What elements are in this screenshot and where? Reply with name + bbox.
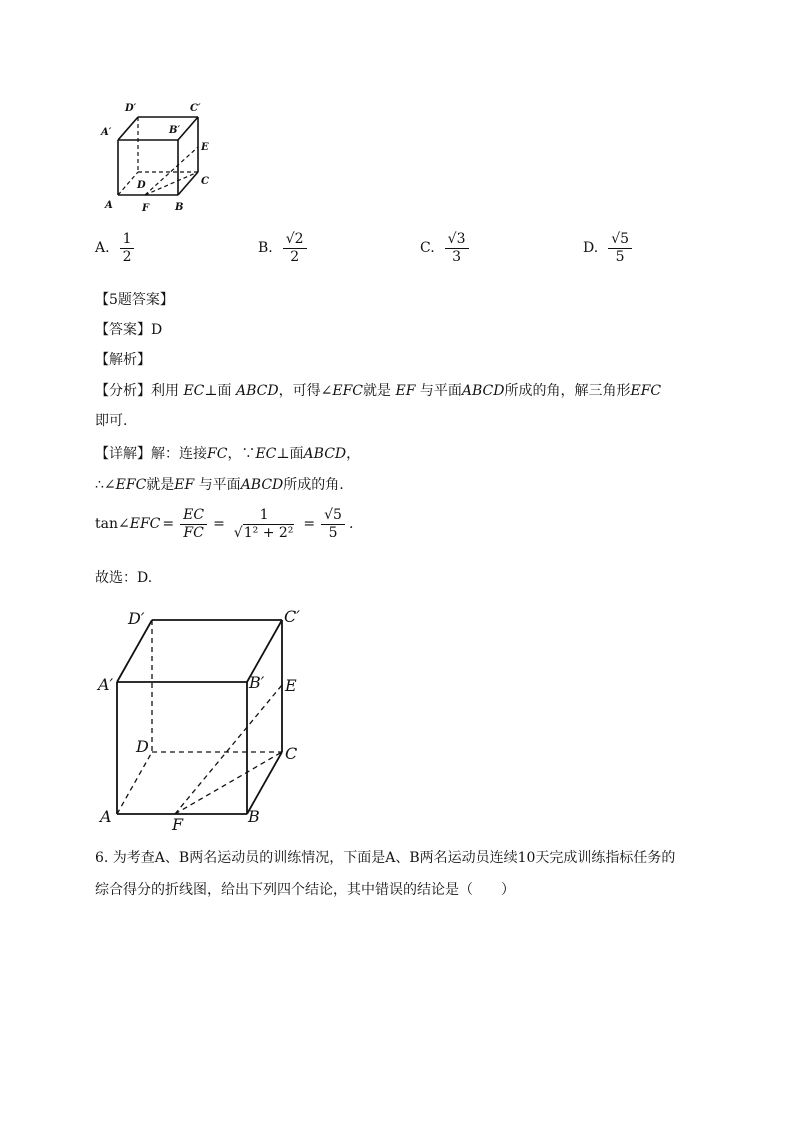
big-label-f: F [172, 815, 184, 834]
big-label-e: E [285, 676, 297, 695]
option-a: A. $\frac{1}{2}$ [95, 232, 138, 264]
answer-header: 【5题答案】 [95, 292, 174, 308]
fenxi-continue: 即可. [95, 413, 128, 429]
big-label-b: B [248, 807, 260, 826]
option-d: D. $\frac{√5}{5}$ [583, 232, 636, 264]
so-line: ∴∠EFC就是EF 与平面ABCD所成的角. [95, 477, 344, 493]
label-a1: A′ [101, 127, 112, 138]
big-label-a1: A′ [98, 675, 114, 694]
option-b: B. $\frac{√2}{2}$ [258, 232, 311, 264]
label-b: B [175, 202, 184, 213]
big-label-a: A [100, 807, 112, 826]
detail-line: 【详解】解：连接FC，∵EC⊥面ABCD， [95, 446, 361, 462]
big-label-d: D [136, 737, 149, 756]
label-e: E [201, 142, 209, 153]
label-d1: D′ [125, 103, 137, 114]
fenxi-line: 【分析】利用 EC⊥面 ABCD，可得∠EFC就是 EF 与平面ABCD所成的角，解三角形EFC [95, 383, 662, 399]
label-c: C [201, 176, 209, 187]
label-f: F [142, 203, 150, 214]
label-b1: B′ [169, 125, 181, 136]
label-d: D [137, 180, 146, 191]
large-cube-figure [95, 600, 325, 840]
answer-line: 【答案】D [95, 322, 163, 338]
big-label-c: C [285, 744, 298, 763]
tan-formula: tan∠ EFC = $\frac{EC}{FC}$ = $\frac{1}{\text{√1² + 2²}}$ = $\frac{√5}{5}$ . [95, 507, 354, 541]
label-c1: C′ [190, 103, 201, 114]
big-label-d1: D′ [128, 609, 145, 628]
small-cube-figure [95, 95, 225, 220]
question6-line1: 6. 为考查A、B两名运动员的训练情况，下面是A、B两名运动员连续10天完成训练指标任务的 [95, 850, 676, 866]
big-label-c1: C′ [284, 607, 300, 626]
label-a: A [105, 200, 113, 211]
option-c: C. $\frac{√3}{3}$ [420, 232, 473, 264]
question6-line2: 综合得分的折线图，给出下列四个结论，其中错误的结论是（ ） [95, 882, 515, 898]
analysis-header: 【解析】 [95, 352, 151, 368]
choose-line: 故选：D. [95, 570, 153, 586]
big-label-b1: B′ [249, 673, 265, 692]
